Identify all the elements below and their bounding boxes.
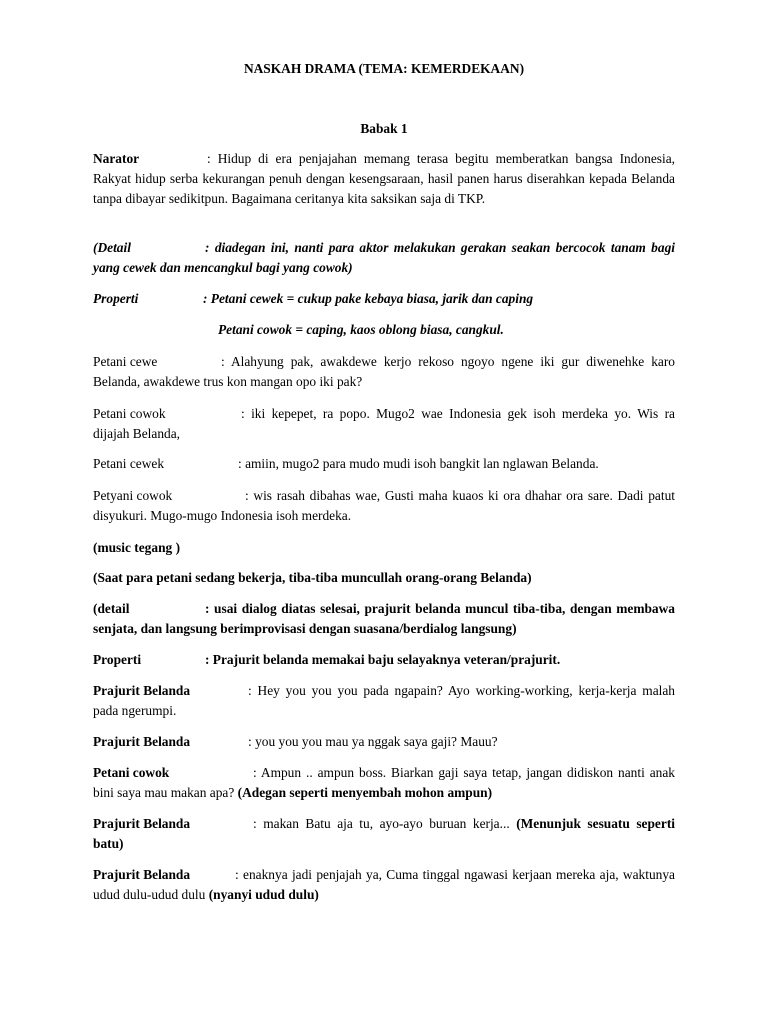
dialog-speaker: Petani cowok <box>93 406 166 421</box>
narrator-paragraph <box>93 149 675 209</box>
narrator-speaker: Narator <box>93 151 140 166</box>
detail-text-1: : diadegan ini, nanti para aktor melakukan gerakan seakan bercocok tanam bagi yang cewek dan mencangkul bagi yang cowok) <box>93 240 675 275</box>
dialog-line <box>93 681 675 721</box>
detail-note-1 <box>93 238 675 278</box>
dialog-line <box>93 763 675 803</box>
dialog-speaker: Petani cewek <box>93 456 165 471</box>
dialog-text: : Hey you you you pada ngapain? Ayo working-working, kerja-kerja malah pada ngerumpi. <box>93 683 675 718</box>
dialog-speaker: Petyani cowok <box>93 488 173 503</box>
properties-1-line-1 <box>93 289 675 309</box>
dialog-text: : iki kepepet, ra popo. Mugo2 wae Indonesia gek isoh merdeka yo. Wis ra dijajah Belanda, <box>93 406 675 441</box>
dialog-text: : Ampun .. ampun boss. Biarkan gaji saya tetap, jangan didiskon nanti anak bini saya mau makan apa? <box>93 765 675 800</box>
dialog-speaker: Petani cewe <box>93 354 158 369</box>
stage-direction: (Saat para petani sedang bekerja, tiba-tiba muncullah orang-orang Belanda) <box>93 570 532 585</box>
page-title: NASKAH DRAMA (TEMA: KEMERDEKAAN) <box>243 61 525 76</box>
dialog-text: : enaknya jadi penjajah ya, Cuma tinggal ngawasi kerjaan mereka aja, waktunya udud dulu-udud dulu <box>93 867 675 902</box>
dialog-direction: (Menunjuk sesuatu seperti batu) <box>93 816 676 851</box>
dialog-speaker: Prajurit Belanda <box>93 683 191 698</box>
properties-label-2: Properti <box>93 652 142 667</box>
dialog-speaker: Petani cowok <box>93 765 170 780</box>
properties-text-1: : Petani cewek = cukup pake kebaya biasa, jarik dan caping <box>203 291 534 306</box>
dialog-text: : wis rasah dibahas wae, Gusti maha kuaos ki ora dhahar ora sare. Dadi patut disyukuri. Mugo-mugo Indonesia isoh merdeka. <box>93 488 675 523</box>
detail-label-1: (Detail <box>93 240 131 255</box>
properties-text-2: : Prajurit belanda memakai baju selayaknya veteran/prajurit. <box>205 652 561 667</box>
detail-note-2 <box>93 599 675 639</box>
dialog-speaker: Prajurit Belanda <box>93 734 191 749</box>
dialog-line <box>93 732 675 752</box>
dialog-line <box>93 865 675 905</box>
scene-heading: Babak 1 <box>360 121 408 136</box>
music-cue: (music tegang ) <box>93 540 181 555</box>
dialog-line <box>93 454 675 474</box>
dialog-speaker: Prajurit Belanda <box>93 816 191 831</box>
detail-label-2: (detail <box>93 601 130 616</box>
dialog-text: : Alahyung pak, awakdewe kerjo rekoso ngoyo ngene iki gur diwenehke karo Belanda, awakdewe trus kon mangan opo iki pak? <box>93 354 675 389</box>
dialog-line <box>93 404 675 444</box>
dialog-line <box>93 352 675 392</box>
dialog-line <box>93 814 675 854</box>
dialog-line <box>93 486 675 526</box>
detail-text-2: : usai dialog diatas selesai, prajurit belanda muncul tiba-tiba, dengan membawa senjata, dan langsung berimprovisasi dengan suasana/berdialog langsung) <box>93 601 675 636</box>
dialog-text: : makan Batu aja tu, ayo-ayo buruan kerja... <box>253 816 510 831</box>
narrator-text: : Hidup di era penjajahan memang terasa begitu memberatkan bangsa Indonesia, Rakyat hidup serba kekurangan penuh dengan kesengsaraan, hasil panen harus diserahkan kepada Belanda tanpa dibayar sedikitpun. Bagaimana ceritanya kita saksikan saja di TKP. <box>93 151 675 206</box>
dialog-speaker: Prajurit Belanda <box>93 867 191 882</box>
dialog-text: : amiin, mugo2 para mudo mudi isoh bangkit lan nglawan Belanda. <box>238 456 599 471</box>
properties-label-1: Properti <box>93 291 139 306</box>
dialog-direction: (nyanyi udud dulu) <box>208 887 319 902</box>
dialog-text: : you you you mau ya nggak saya gaji? Mauu? <box>248 734 498 749</box>
properties-2 <box>93 650 675 670</box>
properties-1-line-2: Petani cowok = caping, kaos oblong biasa, cangkul. <box>218 322 504 337</box>
dialog-direction: (Adegan seperti menyembah mohon ampun) <box>237 785 493 800</box>
